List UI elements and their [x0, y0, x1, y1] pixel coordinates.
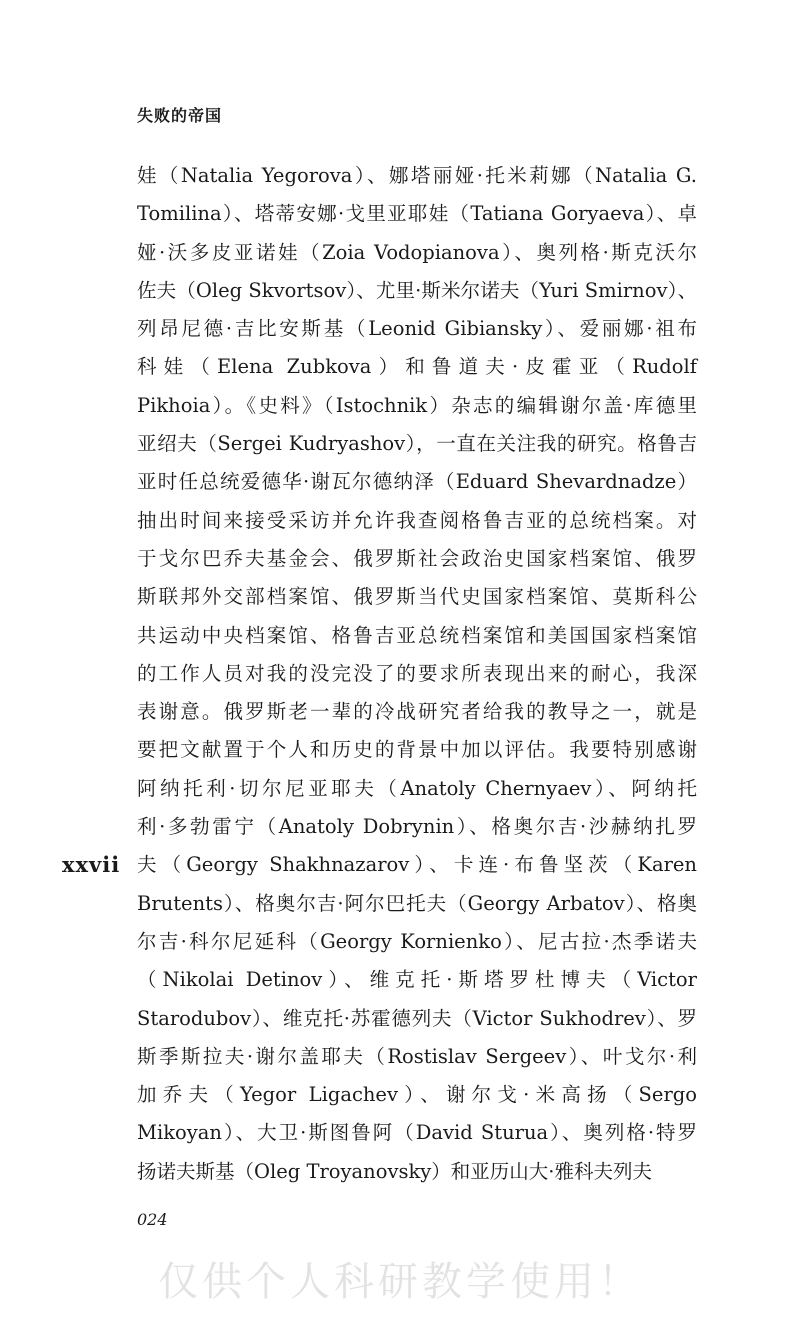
text-line: 夫（Georgy Shakhnazarov）、卡连·布鲁坚茨（Karen: [137, 853, 697, 877]
text-line: 利·多勃雷宁（Anatoly Dobrynin）、格奥尔吉·沙赫纳扎罗: [137, 815, 697, 839]
text-line: 斯季斯拉夫·谢尔盖耶夫（Rostislav Sergeev）、叶戈尔·利: [137, 1044, 697, 1068]
text-line: 抽出时间来接受采访并允许我查阅格鲁吉亚的总统档案。对: [137, 508, 697, 532]
text-line: Mikoyan）、大卫·斯图鲁阿（David Sturua）、奥列格·特罗: [137, 1121, 697, 1145]
text-line: 于戈尔巴乔夫基金会、俄罗斯社会政治史国家档案馆、俄罗: [137, 546, 697, 570]
margin-page-number: xxvii: [62, 852, 121, 877]
text-line: 要把文献置于个人和历史的背景中加以评估。我要特别感谢: [137, 738, 697, 762]
page-number: 024: [137, 1210, 168, 1229]
watermark: 仅供个人科研教学使用！: [158, 1259, 642, 1305]
text-line: 科娃（Elena Zubkova）和鲁道夫·皮霍亚（Rudolf: [137, 355, 697, 379]
text-line: 加乔夫（Yegor Ligachev）、谢尔戈·米高扬（Sergo: [137, 1083, 697, 1107]
text-line: 阿纳托利·切尔尼亚耶夫（Anatoly Chernyaev）、阿纳托: [137, 776, 697, 800]
text-line: 佐夫（Oleg Skvortsov）、尤里·斯米尔诺夫（Yuri Smirnov）、: [137, 278, 697, 302]
text-line: 列昂尼德·吉比安斯基（Leonid Gibiansky）、爱丽娜·祖布: [137, 317, 697, 341]
text-line: 娅·沃多皮亚诺娃（Zoia Vodopianova）、奥列格·斯克沃尔: [137, 240, 697, 264]
running-title: 失败的帝国: [137, 106, 223, 125]
text-line: 扬诺夫斯基（Oleg Troyanovsky）和亚历山大·雅科夫列夫: [137, 1159, 653, 1183]
text-line: 的工作人员对我的没完没了的要求所表现出来的耐心，我深: [137, 661, 697, 685]
body-text: [137, 157, 697, 1191]
text-line: 共运动中央档案馆、格鲁吉亚总统档案馆和美国国家档案馆: [137, 623, 697, 647]
text-line: 表谢意。俄罗斯老一辈的冷战研究者给我的教导之一，就是: [137, 700, 697, 724]
text-line: 尔吉·科尔尼延科（Georgy Kornienko）、尼古拉·杰季诺夫: [137, 929, 697, 953]
text-line: Tomilina）、塔蒂安娜·戈里亚耶娃（Tatiana Goryaeva）、卓: [137, 202, 697, 226]
text-line: Brutents）、格奥尔吉·阿尔巴托夫（Georgy Arbatov）、格奥: [137, 891, 697, 915]
text-line: 亚时任总统爱德华·谢瓦尔德纳泽（Eduard Shevardnadze）: [137, 470, 697, 494]
text-line: 亚绍夫（Sergei Kudryashov），一直在关注我的研究。格鲁吉: [137, 432, 697, 456]
text-line: 娃（Natalia Yegorova）、娜塔丽娅·托米莉娜（Natalia G.: [137, 164, 697, 187]
text-line: Starodubov）、维克托·苏霍德列夫（Victor Sukhodrev）、罗: [137, 1006, 697, 1030]
text-line: 斯联邦外交部档案馆、俄罗斯当代史国家档案馆、莫斯科公: [137, 585, 697, 609]
text-line: Pikhoia）。《史料》（Istochnik）杂志的编辑谢尔盖·库德里: [137, 393, 697, 417]
text-line: （Nikolai Detinov）、维克托·斯塔罗杜博夫（Victor: [137, 968, 697, 992]
